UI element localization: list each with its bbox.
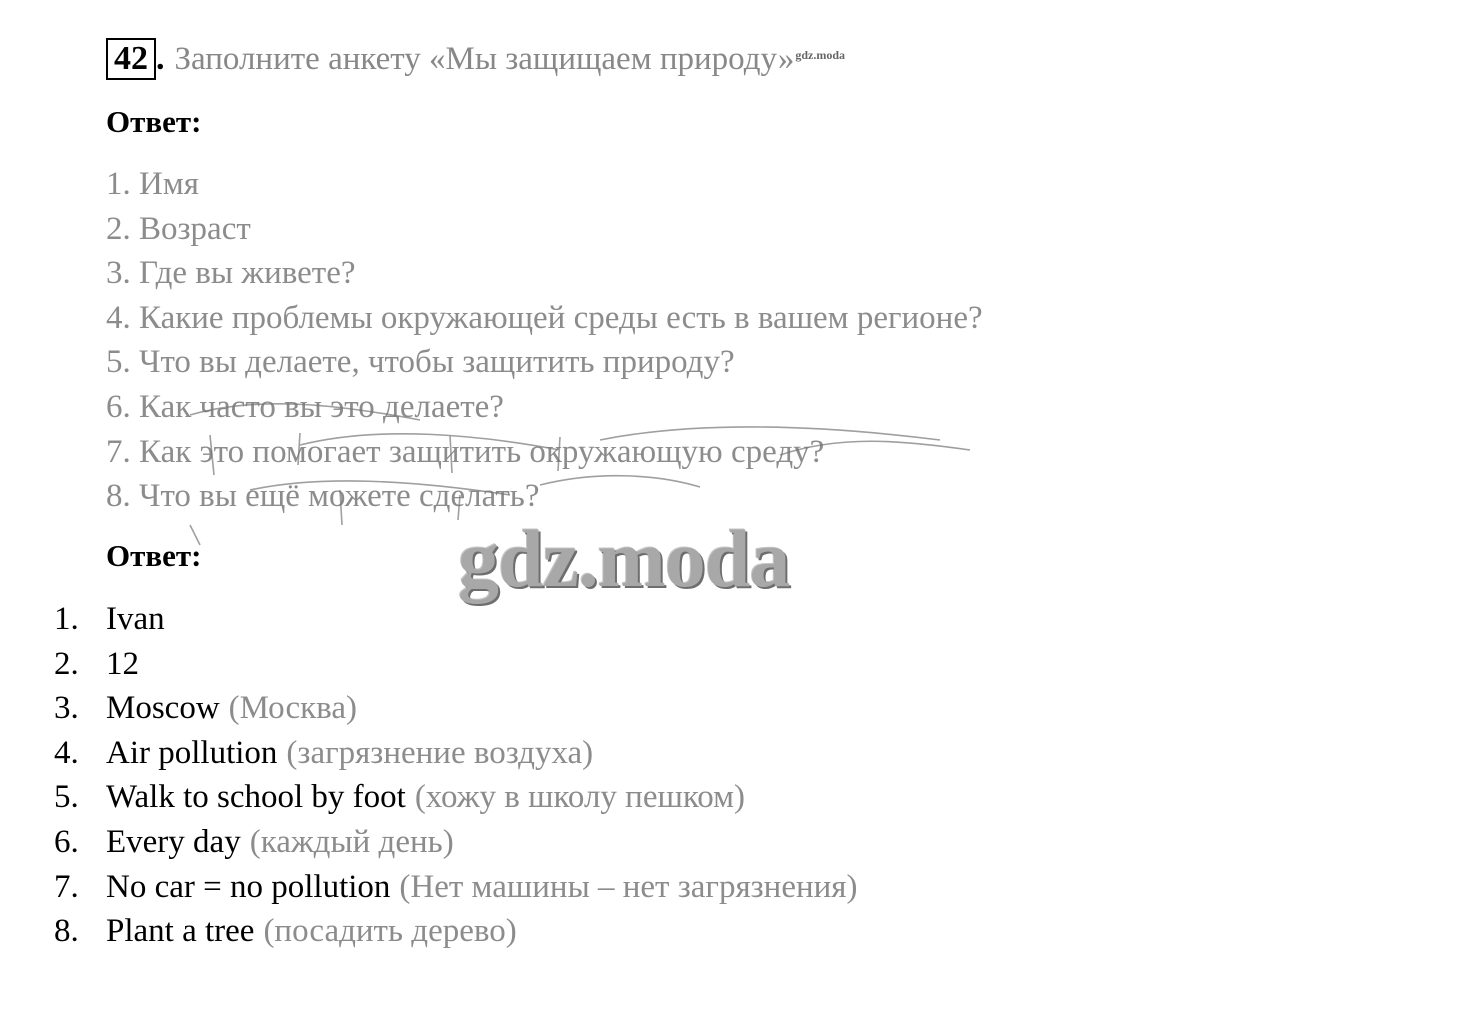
question-item: 8. Что вы ещё можете сделать?	[106, 478, 540, 515]
answer-number: 8.	[54, 913, 79, 950]
task-text: Заполните анкету «Мы защищаем природу»	[174, 40, 795, 77]
answer-list	[54, 597, 857, 954]
answer-russian: (каждый день)	[249, 823, 454, 860]
answer-number: 3.	[54, 690, 79, 727]
task-number: 42	[106, 38, 156, 80]
answer-number: 1.	[54, 601, 79, 637]
answer-number: 2.	[54, 645, 79, 682]
answer-item	[54, 731, 857, 776]
question-item: 1. Имя	[106, 166, 199, 202]
answer-russian: (загрязнение воздуха)	[286, 734, 594, 771]
answer-item	[54, 775, 857, 820]
answer-english: No car = no pollution	[106, 868, 391, 905]
answer-item	[54, 909, 857, 954]
answer-number: 5.	[54, 779, 79, 816]
answer-label-first: Ответ:	[106, 104, 202, 139]
answer-english: Air pollution	[106, 734, 278, 771]
question-item: 6. Как часто вы это делаете?	[106, 388, 504, 425]
answer-item	[54, 865, 857, 910]
answer-english: Every day	[106, 823, 241, 860]
answer-russian: (Москва)	[228, 690, 357, 727]
answer-russian: (Нет машины – нет загрязнения)	[399, 868, 858, 905]
answer-english: Plant a tree	[106, 913, 255, 950]
question-item: 7. Как это помогает защитить окружающую среду?	[106, 433, 825, 470]
task-header	[106, 36, 845, 82]
answer-english: Moscow	[106, 690, 220, 727]
answer-item	[54, 686, 857, 731]
question-list	[106, 162, 983, 519]
answer-number: 6.	[54, 823, 79, 860]
answer-russian: (посадить дерево)	[263, 913, 517, 950]
answer-label-second: Ответ:	[106, 538, 202, 573]
question-item: 2. Возраст	[106, 210, 251, 247]
watermark-small: gdz.moda	[795, 48, 845, 62]
answer-english: Walk to school by foot	[106, 779, 406, 816]
answer-russian: (хожу в школу пешком)	[414, 779, 745, 816]
answer-english: Ivan	[106, 601, 165, 637]
question-item: 4. Какие проблемы окружающей среды есть в вашем регионе?	[106, 299, 983, 336]
task-number-dot: .	[156, 40, 165, 77]
answer-number: 7.	[54, 868, 79, 905]
answer-item	[54, 820, 857, 865]
question-item: 5. Что вы делаете, чтобы защитить природу?	[106, 344, 735, 381]
answer-item	[54, 597, 857, 642]
answer-english: 12	[106, 645, 139, 682]
watermark-logo: gdz.moda	[458, 513, 790, 604]
answer-number: 4.	[54, 734, 79, 771]
question-item: 3. Где вы живете?	[106, 255, 356, 292]
answer-item	[54, 642, 857, 687]
